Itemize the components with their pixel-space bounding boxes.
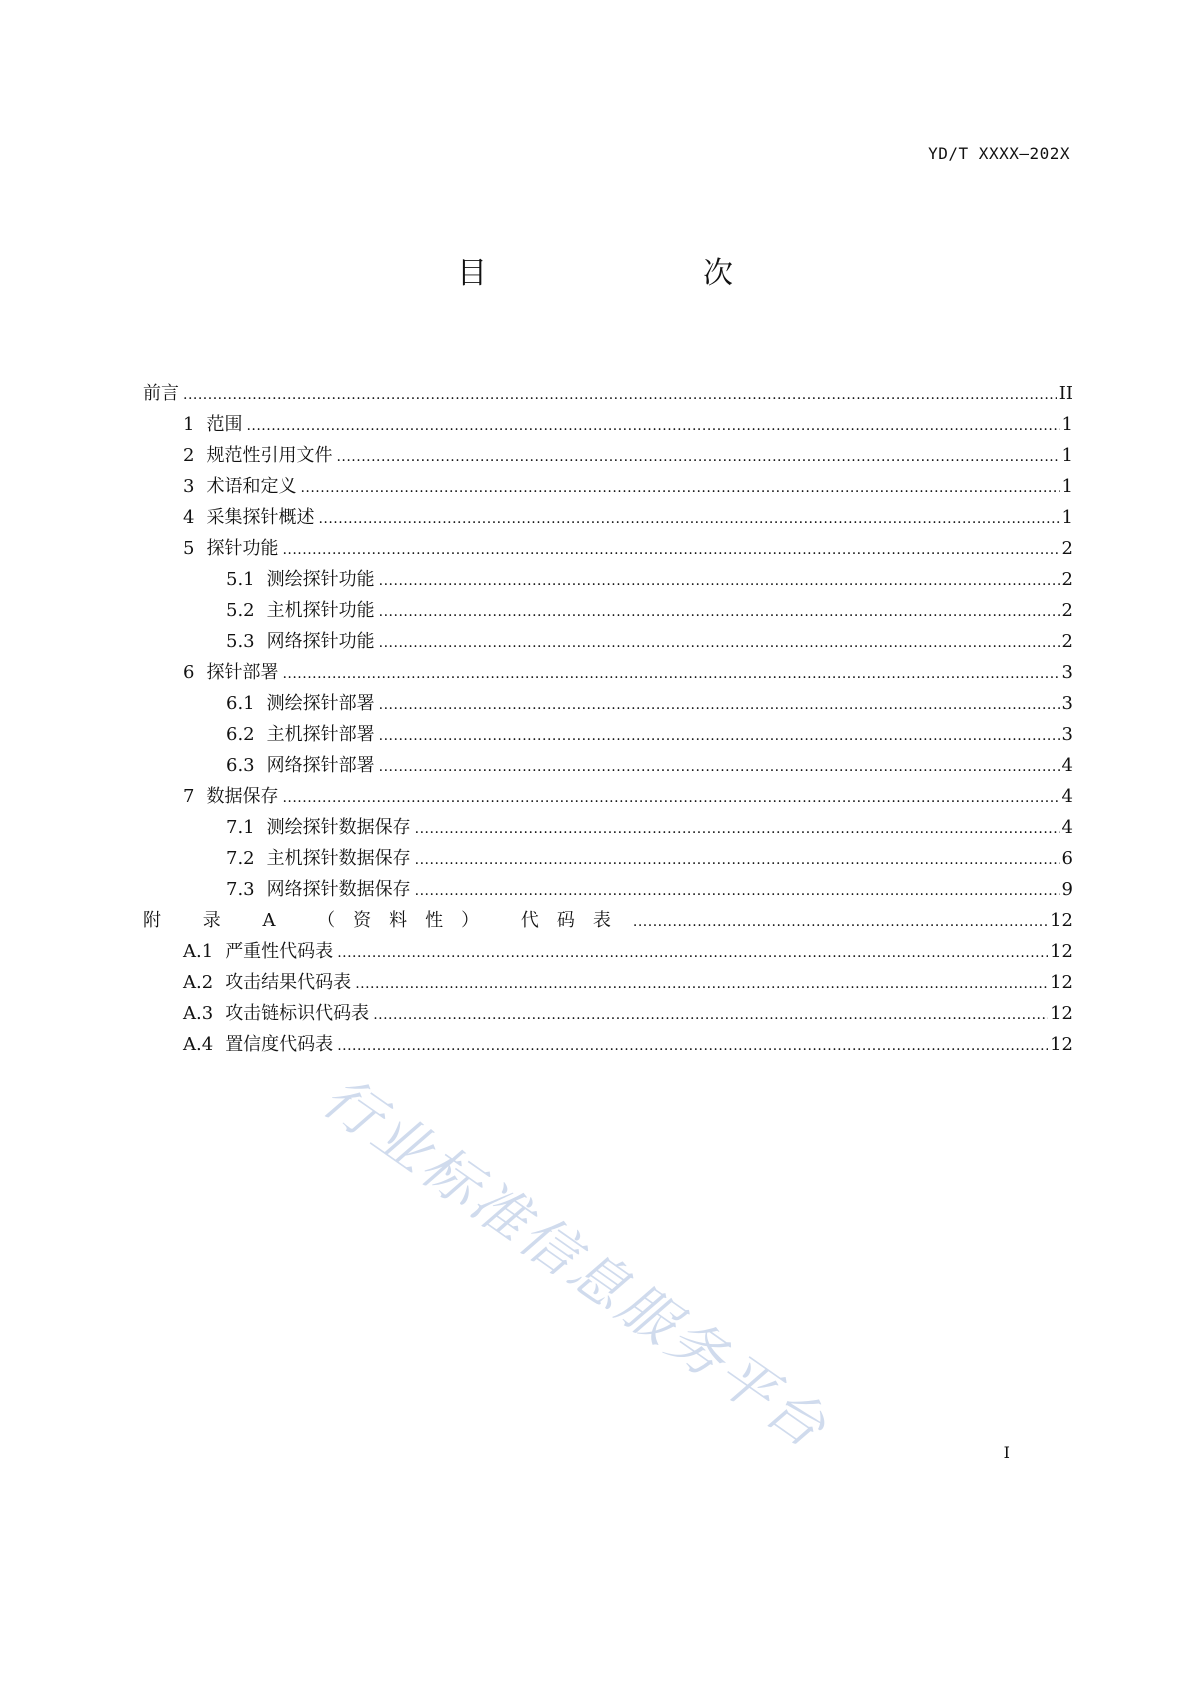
toc-entry[interactable] (143, 843, 1073, 874)
toc-leader-dots (379, 597, 1060, 628)
toc-entry-label: 测绘探针部署 (266, 693, 375, 714)
toc-entry[interactable] (143, 688, 1073, 719)
page-title: 目 次 (457, 256, 785, 291)
toc-entry-page: 12 (1050, 972, 1073, 993)
toc-leader-dots (415, 814, 1060, 845)
toc-leader-dots (373, 1000, 1048, 1031)
toc-entry-label: 术语和定义 (206, 476, 297, 497)
toc-entry[interactable] (143, 1029, 1073, 1060)
toc-entry-label: 主机探针部署 (266, 724, 375, 745)
toc-entry-label: 置信度代码表 (225, 1034, 334, 1055)
toc-entry-number: 5.1 (226, 569, 255, 590)
toc-leader-dots (282, 535, 1059, 566)
toc-entry-page: 2 (1061, 569, 1073, 590)
toc-entry-label: 严重性代码表 (225, 941, 334, 962)
toc-entry-number: 4 (183, 507, 195, 528)
toc-entry-label: 主机探针功能 (266, 600, 375, 621)
toc-entry[interactable] (143, 812, 1073, 843)
toc-entry-page: 12 (1050, 1003, 1073, 1024)
toc-leader-dots (183, 380, 1057, 411)
toc-entry[interactable] (143, 750, 1073, 781)
toc-entry-page: 12 (1050, 910, 1073, 931)
toc-leader-dots (633, 907, 1048, 938)
toc-entry-page: 1 (1061, 476, 1073, 497)
toc-leader-dots (379, 566, 1060, 597)
toc-entry-page: 3 (1061, 662, 1073, 683)
toc-entry-number: 6 (183, 662, 195, 683)
toc-entry-number: 5.3 (226, 631, 255, 652)
toc-entry-number: A.3 (183, 1003, 214, 1024)
toc-entry-label: 攻击链标识代码表 (225, 1003, 370, 1024)
toc-entry[interactable] (143, 626, 1073, 657)
toc-entry-number: 7.3 (226, 879, 255, 900)
toc-leader-dots (300, 473, 1059, 504)
toc-leader-dots (282, 659, 1059, 690)
toc-leader-dots (355, 969, 1048, 1000)
toc-entry-page: 4 (1061, 755, 1073, 776)
toc-entry-page: 2 (1061, 538, 1073, 559)
toc-entry[interactable] (143, 471, 1073, 502)
toc-entry-number: 3 (183, 476, 195, 497)
toc-entry-page: 3 (1061, 693, 1073, 714)
toc-entry-number: 7.2 (226, 848, 255, 869)
toc-leader-dots (337, 938, 1048, 969)
toc-entry-number: A.1 (183, 941, 214, 962)
toc-entry[interactable] (143, 378, 1073, 409)
toc-entry[interactable] (143, 781, 1073, 812)
toc-entry-page: 1 (1061, 414, 1073, 435)
toc-entry-label: 采集探针概述 (206, 507, 315, 528)
watermark: 行业标准信息服务平台 (310, 1064, 840, 1463)
toc-entry-number: 6.3 (226, 755, 255, 776)
toc-entry-page: 6 (1061, 848, 1073, 869)
toc-entry[interactable] (143, 409, 1073, 440)
toc-entry[interactable] (143, 874, 1073, 905)
toc-entry-page: II (1058, 383, 1073, 404)
toc-entry-label: 网络探针功能 (266, 631, 375, 652)
table-of-contents (143, 378, 1073, 1060)
toc-entry-label: 附 录 A （资料性） 代码表 (143, 910, 629, 931)
toc-entry-label: 网络探针部署 (266, 755, 375, 776)
toc-entry[interactable] (143, 595, 1073, 626)
toc-entry-page: 12 (1050, 1034, 1073, 1055)
toc-entry[interactable] (143, 998, 1073, 1029)
toc-entry-page: 1 (1061, 445, 1073, 466)
toc-leader-dots (379, 752, 1060, 783)
toc-entry[interactable] (143, 967, 1073, 998)
toc-entry-number: 1 (183, 414, 195, 435)
toc-leader-dots (379, 628, 1060, 659)
toc-entry-number: 5.2 (226, 600, 255, 621)
toc-entry-number: 7.1 (226, 817, 255, 838)
toc-entry-page: 2 (1061, 631, 1073, 652)
toc-leader-dots (379, 690, 1060, 721)
toc-entry-number: A.4 (183, 1034, 214, 1055)
toc-entry-number: 5 (183, 538, 195, 559)
toc-leader-dots (246, 411, 1059, 442)
toc-entry-number: 6.2 (226, 724, 255, 745)
toc-entry-page: 3 (1061, 724, 1073, 745)
toc-entry[interactable] (143, 657, 1073, 688)
toc-entry-page: 12 (1050, 941, 1073, 962)
toc-entry[interactable] (143, 564, 1073, 595)
toc-leader-dots (282, 783, 1059, 814)
toc-entry-label: 规范性引用文件 (206, 445, 333, 466)
toc-entry[interactable] (143, 936, 1073, 967)
toc-entry-label: 主机探针数据保存 (266, 848, 411, 869)
toc-entry[interactable] (143, 440, 1073, 471)
toc-entry-label: 前言 (143, 383, 179, 404)
toc-entry-label: 攻击结果代码表 (225, 972, 352, 993)
toc-entry-label: 数据保存 (206, 786, 279, 807)
toc-entry-number: 2 (183, 445, 195, 466)
toc-entry-label: 范围 (206, 414, 243, 435)
toc-entry[interactable] (143, 533, 1073, 564)
toc-entry-page: 9 (1061, 879, 1073, 900)
toc-leader-dots (336, 442, 1059, 473)
toc-entry-label: 测绘探针功能 (266, 569, 375, 590)
document-code: YD/T XXXX—202X (928, 144, 1070, 163)
toc-entry-number: 7 (183, 786, 195, 807)
toc-leader-dots (337, 1031, 1048, 1062)
toc-leader-dots (318, 504, 1059, 535)
page-number: I (1003, 1443, 1010, 1462)
toc-entry[interactable] (143, 905, 1073, 936)
toc-entry-number: 6.1 (226, 693, 255, 714)
toc-entry-page: 4 (1061, 817, 1073, 838)
toc-entry-page: 1 (1061, 507, 1073, 528)
toc-entry-label: 网络探针数据保存 (266, 879, 411, 900)
toc-entry[interactable] (143, 719, 1073, 750)
toc-entry-label: 测绘探针数据保存 (266, 817, 411, 838)
toc-entry-number: A.2 (183, 972, 214, 993)
toc-entry-label: 探针功能 (206, 538, 279, 559)
toc-leader-dots (415, 845, 1060, 876)
toc-entry-page: 2 (1061, 600, 1073, 621)
toc-entry-label: 探针部署 (206, 662, 279, 683)
toc-entry-page: 4 (1061, 786, 1073, 807)
toc-leader-dots (415, 876, 1060, 907)
toc-leader-dots (379, 721, 1060, 752)
toc-entry[interactable] (143, 502, 1073, 533)
